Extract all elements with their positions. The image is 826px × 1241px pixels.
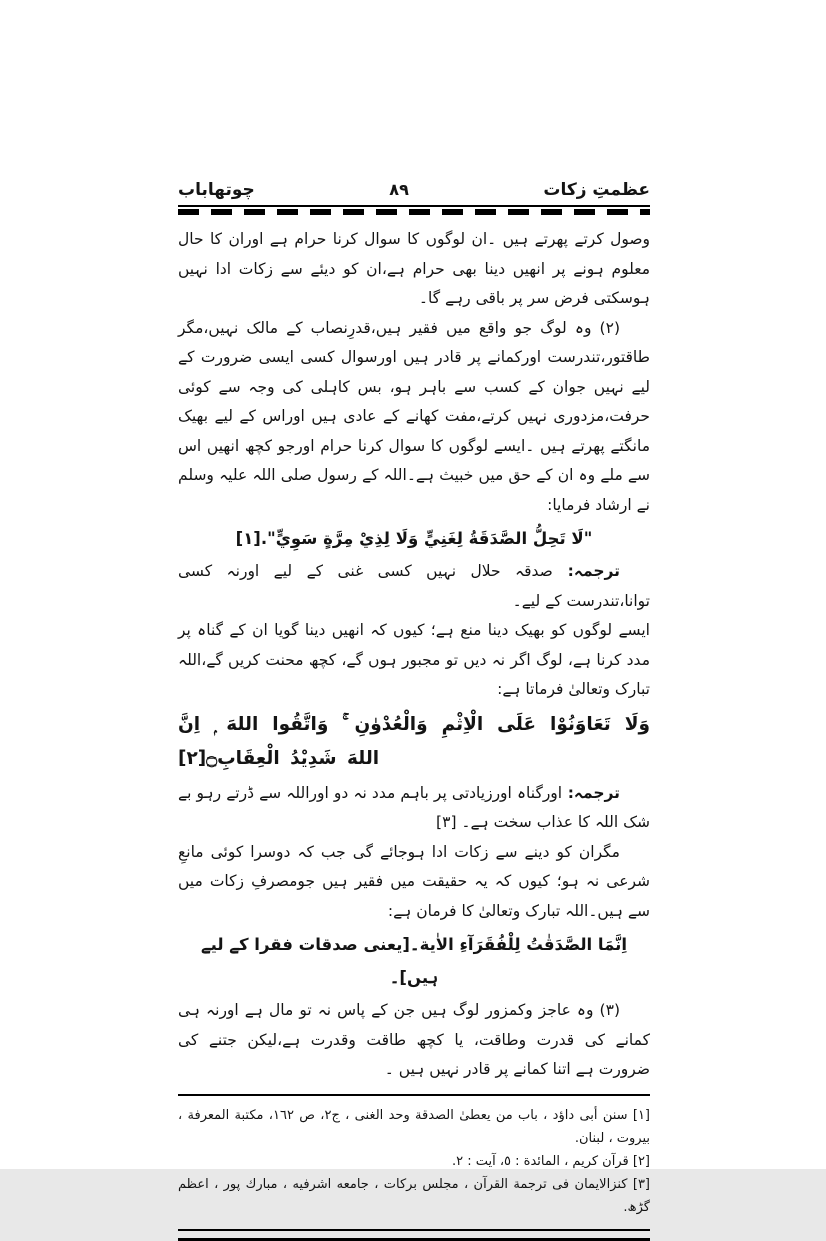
body-paragraph: ترجمہ: صدقہ حلال نہیں کسی غنی کے لیے اورنہ کسی توانا،تندرست کے لیے۔ [178, 562, 650, 610]
body-paragraph: ایسے لوگوں کو بھیک دینا منع ہے؛ کیوں کہ انھیں دینا گویا ان کے گناہ پر مدد کرنا ہے، لوگ اگر نہ دیں تو مجبور ہوں گے، کچھ محنت کریں گے،اللہ تبارک وتعالیٰ فرماتا ہے: [178, 621, 650, 698]
page-header [178, 180, 650, 200]
translation-label: ترجمہ: [552, 562, 620, 580]
translation-label: ترجمہ: [562, 783, 620, 802]
body-paragraph: (۳) وہ عاجز وکمزور لوگ ہیں جن کے پاس نہ تو مال ہے اورنہ ہی کمانے کی قدرت وطاقت، یا کچھ طاقت وقدرت ہے،لیکن جتنے کی ضرورت ہے اتنا کمانے پر قادر نہیں ہیں ۔ [178, 1001, 650, 1078]
bottom-border-rule [178, 1229, 650, 1241]
footnote-item: [٣] كنزالايمان فى ترجمة القرآن ، مجلس بركات ، جامعه اشرفيه ، مبارك پور ، اعظم گڑھ. [178, 1176, 650, 1215]
chapter-title: چوتھاباب [178, 180, 255, 200]
arabic-quote: اِنَّمَا الصَّدَقٰتُ لِلْفُقَرَآءِ الاٰية۔[یعنی صدقات فقرا کے لیے ہیں]۔ [200, 935, 628, 987]
body-paragraph: ترجمہ: اورگناہ اورزیادتی پر باہم مدد نہ دو اوراللہ سے ڈرتے رہو بے شک اللہ کا عذاب سخت ہے۔ [٣] [178, 783, 650, 831]
arabic-quote: وَلَا تَعَاوَنُوْا عَلَى الْاِثْمِ وَالْعُدْوٰنِ ۚ وَاتَّقُوا اللهَ ۭ اِنَّ اللهَ شَدِيْدُ الْعِقَابِ۝[٢] [178, 713, 650, 769]
arabic-quote: "لَا تَحِلُّ الصَّدَقَةُ لِغَنِيٍّ وَلَا لِذِيْ مِرَّةٍ سَوِيٍّ".[١] [235, 529, 593, 548]
footnote-item: [١] سنن أبى داؤد ، باب من يعطىٰ الصدقة وحد الغنى ، ج٢، ص ١٦٢، مكتبة المعرفة ، بيروت ، لبنان. [178, 1107, 650, 1146]
footnotes [178, 1104, 650, 1219]
book-title: عظمتِ زکات [543, 180, 650, 200]
body-paragraph: مگران کو دینے سے زکات ادا ہوجائے گی جب کہ دوسرا کوئی مانعِ شرعی نہ ہو؛ کیوں کہ یہ حقیقت میں فقیر ہیں جومصرفِ زکات میں سے ہیں۔اللہ تبارک وتعالیٰ کا فرمان ہے: [178, 842, 650, 920]
page-content [178, 180, 650, 1241]
footnote-divider-rule [178, 1094, 650, 1096]
body-paragraph: (۲) وہ لوگ جو واقع میں فقیر ہیں،قدرِنصاب کے مالک نہیں،مگر طاقتور،تندرست اورکمانے پر قادر ہیں اورسوال کسی ایسی ضرورت کے لیے نہیں جوان کے کسب سے باہر ہو، بس کاہلی کی وجہ سے کوئی حرفت،مزدوری نہیں کرتے،مفت کھانے کے عادی ہیں اوراس کے لیے بھیک مانگتے پھرتے ہیں ۔ایسے لوگوں کا سوال کرنا حرام اورجو کچھ انھیں اس سے ملے وہ ان کے حق میں خبیث ہے۔اللہ کے رسول صلی اللہ علیہ وسلم نے ارشاد فرمایا: [178, 318, 650, 514]
page-body [178, 225, 650, 1085]
body-paragraph: وصول کرتے پھرتے ہیں ۔ان لوگوں کا سوال کرنا حرام ہے اوران کا حال معلوم ہونے پر انھیں دینا بھی حرام ہے،ان کو دیئے سے زکات ادا نہیں ہوسکتی فرض سر پر باقی رہے گا۔ [178, 230, 650, 307]
header-divider-rule [178, 205, 650, 215]
footnote-item: [٢] قرآن كريم ، المائدة : ٥، آيت : ٢. [451, 1153, 650, 1169]
page-number: ٨٩ [389, 180, 409, 199]
